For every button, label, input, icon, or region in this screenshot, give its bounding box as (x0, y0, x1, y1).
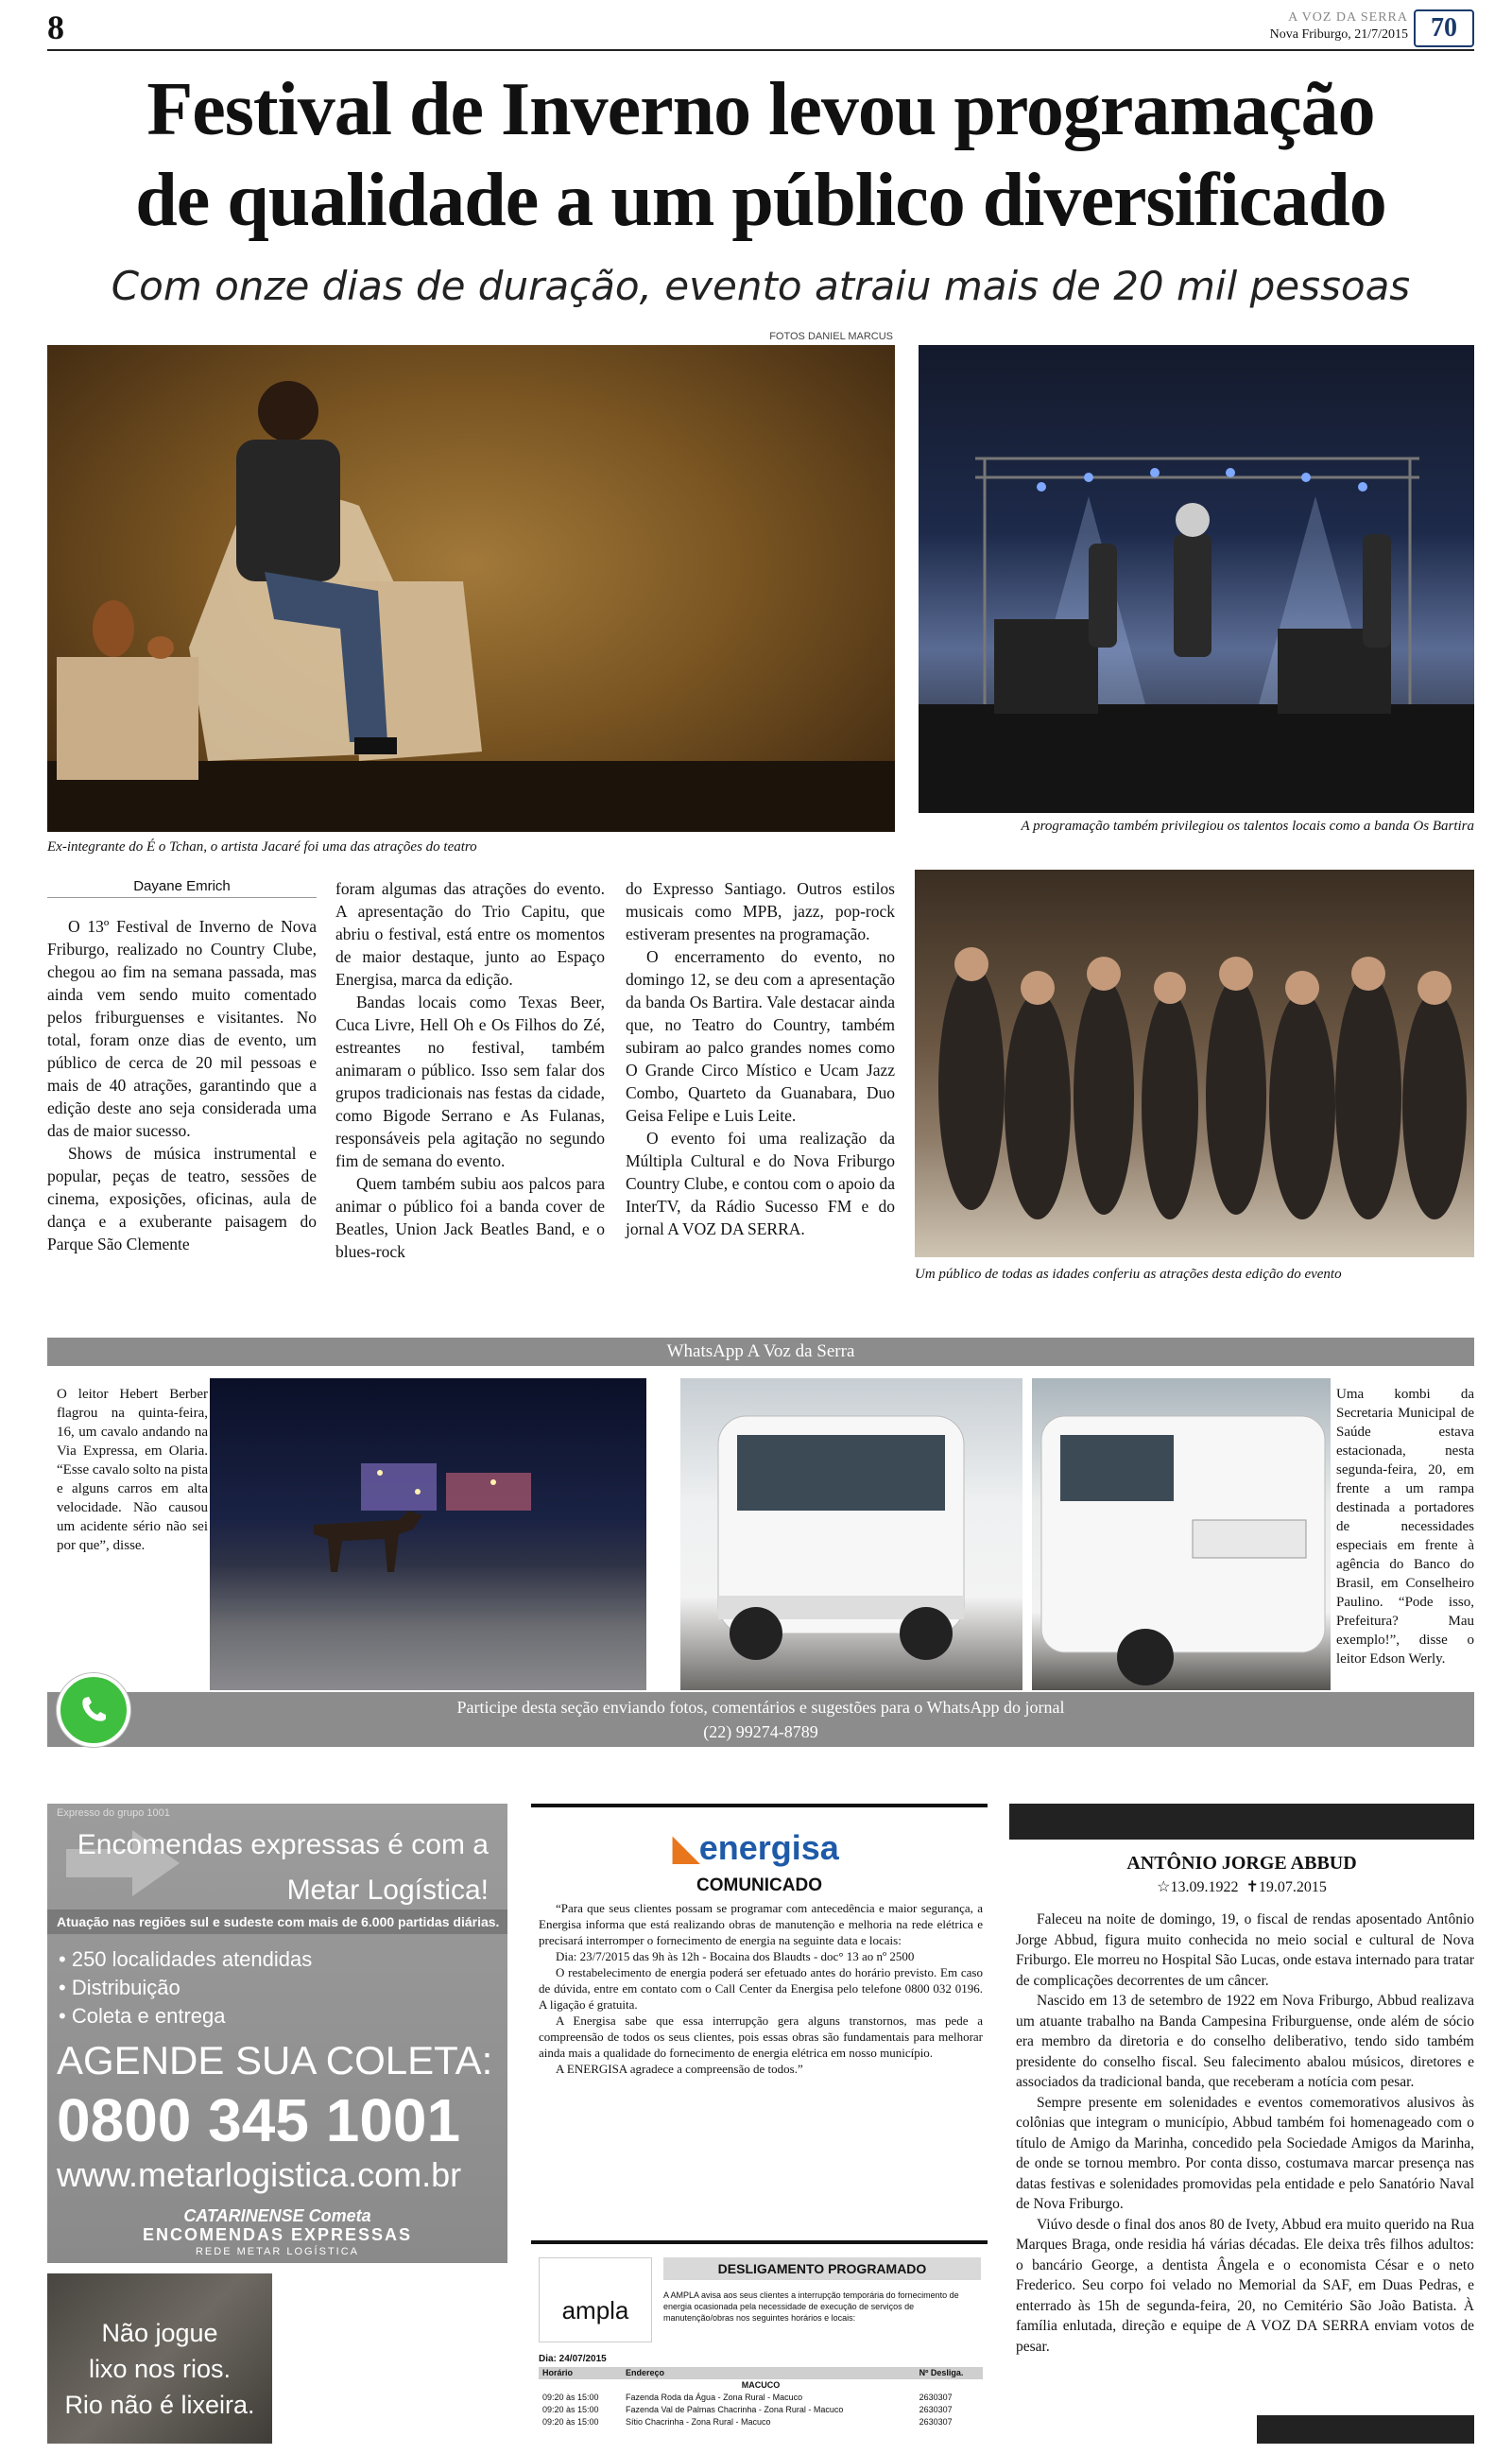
metar-bullets (59, 1945, 312, 2031)
energisa-paragraph: “Para que seus clientes possam se programar com antecedência e maior segurança, a Energisa informa que está realizando obras de manutenção e melhoria na rede elétrica e precisará interromper o fornecimento de energia na seguinte data e locais: (539, 1901, 983, 1947)
article-paragraph: do Expresso Santiago. Outros estilos musicais como MPB, jazz, pop-rock estiveram presentes na programação. (626, 879, 895, 943)
river-ad-line-2: lixo nos rios. (88, 2355, 232, 2383)
ampla-text: A AMPLA avisa aos seus clientes a interrupção temporária do fornecimento de energia ocasionada pela necessidade de execução de serviços de manutenção/obras nos seguintes horários e locais: (663, 2290, 959, 2323)
metar-logistica-ad (47, 1804, 507, 2263)
metar-encomendas: ENCOMENDAS EXPRESSAS (142, 2225, 413, 2244)
metar-title-line-1: Encomendas expressas é com a (77, 1829, 489, 1860)
star-icon: ☆ (1157, 1879, 1171, 1895)
river-ad-line-1: Não jogue (101, 2319, 218, 2347)
metar-small-top: Expresso do grupo 1001 (57, 1807, 170, 1819)
energisa-notice (531, 1804, 988, 2220)
article-paragraph: O encerramento do evento, no domingo 12, se deu com a apresentação da banda Os Bartira. Vale destacar ainda que, no Teatro do Country, também subiram ao palco grandes nomes como O Grande Circo Místico e Ucam Jazz Combo, Quarteto da Guanabara, Duo Geisa Felipe e Luis Leite. (626, 947, 895, 1125)
death-date: 19.07.2015 (1258, 1879, 1327, 1895)
energisa-paragraph: O restabelecimento de energia poderá ser efetuado antes do horário previsto. Em caso de dúvida, entre em contato com o Call Center da Energisa pelo telefone 0800 032 0196. A ligação é gratuita. (539, 1965, 983, 2012)
photo-van-front (680, 1378, 1022, 1690)
article-paragraph: O evento foi uma realização da Múltipla Cultural e do Nova Friburgo Country Clube, e contou com o apoio da InterTV, da Rádio Sucesso FM e do jornal A VOZ DA SERRA. (626, 1129, 895, 1238)
table-row (539, 2416, 983, 2428)
table-cell: 09:20 às 15:00 (542, 2405, 599, 2414)
metar-bullet: • 250 localidades atendidas (59, 1945, 312, 1974)
table-cell: 09:20 às 15:00 (542, 2393, 599, 2402)
whatsapp-section-title: WhatsApp A Voz da Serra (47, 1338, 1474, 1366)
energisa-paragraph: A Energisa sabe que essa interrupção gera alguns transtornos, mas pede a compreensão de todos os seus clientes, pois essas obras são fundamentais para melhorar ainda mais a qualidade do fornecimento de energia elétrica em nosso município. (539, 2013, 983, 2060)
ampla-title: DESLIGAMENTO PROGRAMADO (663, 2257, 981, 2280)
birth-date: 13.09.1922 (1170, 1879, 1239, 1895)
ampla-logo: ampla (539, 2257, 652, 2342)
article-column-3 (626, 877, 895, 1240)
metar-bullet: • Coleta e entrega (59, 2002, 312, 2031)
metar-strip: Atuação nas regiões sul e sudeste com mais de 6.000 partidas diárias. (47, 1910, 507, 1934)
metar-phone: 0800 345 1001 (57, 2086, 461, 2154)
whatsapp-icon (57, 1673, 130, 1747)
photo-actor-on-stage (47, 345, 895, 832)
subheadline: Com onze dias de duração, evento atraiu mais de 20 mil pessoas (111, 263, 1411, 309)
article-column-1 (47, 915, 317, 1255)
headline (47, 64, 1474, 246)
table-cell: Sítio Chacrinha - Zona Rural - Macuco (626, 2417, 771, 2427)
whatsapp-invitation: Participe desta seção enviando fotos, comentários e sugestões para o WhatsApp do jornal (456, 1698, 1065, 1717)
table-cell: 2630307 (919, 2417, 953, 2427)
article-paragraph: Quem também subiu aos palcos para animar o público foi a banda cover de Beatles, Union Jack Beatles Band, e o blues-rock (335, 1174, 605, 1261)
photo-band-on-stage (919, 345, 1474, 813)
energisa-logo: ◣energisa (673, 1828, 839, 1867)
article-paragraph: Bandas locais como Texas Beer, Cuca Livre, Hell Oh e Os Filhos do Zé, estreantes no festival, também animaram o público. Isso sem falar dos grupos tradicionais nas festas da cidade, como Bigode Serrano e As Fulanas, responsáveis pela agitação no segundo fim de semana do evento. (335, 993, 605, 1170)
obituary-dates (1009, 1877, 1474, 1896)
table-cell: 2630307 (919, 2405, 953, 2414)
whatsapp-story-van: Uma kombi da Secretaria Municipal de Saúde estava estacionada, nesta segunda-feira, 20, em frente a um rampa destinada a portadores de necessidades especiais em frente à agência do Banco do Brasil, em Conselheiro Paulino. “Pode isso, Prefeitura? Mau exemplo!”, disse o leitor Edson Werly. (1336, 1387, 1474, 1667)
table-row (539, 2392, 983, 2404)
table-row (539, 2404, 983, 2416)
caption-crowd: Um público de todas as idades conferiu as atrações desta edição do evento (915, 1267, 1342, 1282)
photo-credit: FOTOS DANIEL MARCUS (769, 331, 893, 342)
obituary-name: ANTÔNIO JORGE ABBUD (1126, 1853, 1357, 1874)
headline-line-2: de qualidade a um público diversificado (135, 159, 1386, 242)
city-cell: MACUCO (741, 2380, 781, 2390)
anniversary-logo: 70 (1414, 9, 1474, 47)
comunicado-title: COMUNICADO (696, 1875, 822, 1895)
photo-horse-on-road (210, 1378, 646, 1690)
ampla-date: Dia: 24/07/2015 (539, 2354, 607, 2364)
energisa-paragraph: A ENERGISA agradece a compreensão de todos.” (556, 2062, 803, 2076)
obituary-paragraph: Faleceu na noite de domingo, 19, o fiscal de rendas aposentado Antônio Jorge Abbud, figura muito conhecida no meio social e cultural de Nova Friburgo. Ele morreu no Hospital São Lucas, onde estava internado para tratar de complicações decorrentes de um câncer. (1016, 1911, 1474, 1989)
metar-title (77, 1823, 489, 1913)
obituary-text (1016, 1910, 1474, 2357)
ampla-schedule-table (539, 2367, 983, 2428)
metar-bullet: • Distribuição (59, 1974, 312, 2002)
cometa-logo: CATARINENSE Cometa (183, 2206, 371, 2225)
article-paragraph: foram algumas das atrações do evento. A apresentação do Trio Capitu, que abriu o festival, está entre os momentos de maior destaque, junto ao Espaço Energisa, marca da edição. (335, 879, 605, 989)
table-cell: 2630307 (919, 2393, 953, 2402)
caption-actor: Ex-integrante do É o Tchan, o artista Jacaré foi uma das atrações do teatro (47, 839, 477, 855)
obituary-paragraph: Viúvo desde o final dos anos 80 de Ivety, Abbud era muito querido na Rua Marques Braga, onde residia há várias décadas. Ele deixa três filhos adultos: o bancário George, a dentista Ângela e o economista César e o neto Frederico. Seu corpo foi velado no Memorial da SAF, em Duas Pedras, e enterrado às 15h de segunda-feira, 20, no Cemitério São João Batista. À família enlutada, direção e equipe de A VOZ DA SERRA enviam votos de pesar. (1016, 2216, 1474, 2355)
headline-line-1: Festival de Inverno levou programação (146, 68, 1375, 151)
column-header: Endereço (622, 2367, 916, 2379)
whatsapp-phone: (22) 99274-8789 (703, 1722, 818, 1741)
river-ad-line-3: Rio não é lixeira. (64, 2391, 255, 2419)
whatsapp-footer (47, 1692, 1474, 1747)
column-header: Nº Desliga. (916, 2367, 983, 2379)
whatsapp-story-horse: O leitor Hebert Berber flagrou na quinta-feira, 16, um cavalo andando na Via Expressa, em Olaria. “Esse cavalo solto na pista e alguns carros em alta velocidade. Não causou um acidente sério não sei por que”, disse. (57, 1387, 208, 1553)
energisa-logo-text: energisa (698, 1828, 839, 1867)
header-rule (47, 49, 1474, 51)
column-header: Horário (539, 2367, 622, 2379)
metar-rede: REDE METAR LOGÍSTICA (195, 2246, 360, 2257)
article-column-2 (335, 877, 605, 1263)
caption-band: A programação também privilegiou os talentos locais como a banda Os Bartira (1021, 819, 1474, 834)
photo-van-side (1032, 1378, 1331, 1690)
article-paragraph: O 13º Festival de Inverno de Nova Friburgo, realizado no Country Clube, chegou ao fim na semana passada, mas ainda vem sendo muito comentado pelos friburguenses e visitantes. No total, foram onze dias de evento, um público de cerca de 20 mil pessoas e mais de 40 atrações, garantindo que a edição deste ano seja considerada uma das de maior sucesso. (47, 917, 317, 1140)
cross-icon: ✝ (1246, 1879, 1259, 1895)
ampla-notice (531, 2240, 988, 2444)
metar-url: www.metarlogistica.com.br (57, 2155, 462, 2194)
obituary-header-bar (1009, 1804, 1474, 1840)
metar-agende: AGENDE SUA COLETA: (57, 2038, 493, 2082)
river-campaign-ad (47, 2273, 272, 2444)
masthead (1134, 9, 1408, 43)
table-cell: Fazenda Val de Palmas Chacrinha - Zona Rural - Macuco (626, 2405, 844, 2414)
metar-title-line-2: Metar Logística! (286, 1875, 489, 1906)
article-paragraph: Shows de música instrumental e popular, peças de teatro, sessões de cinema, exposições, oficinas, aula de dança e a exuberante paisagem do Parque São Clemente (47, 1144, 317, 1253)
obituary-footer-bar (1257, 2415, 1474, 2444)
table-cell: Fazenda Roda da Água - Zona Rural - Macuco (626, 2393, 803, 2402)
date-line: Nova Friburgo, 21/7/2015 (1269, 27, 1408, 42)
byline: Dayane Emrich (47, 878, 317, 898)
obituary-paragraph: Nascido em 13 de setembro de 1922 em Nova Friburgo, Abbud realizava um atuante trabalho na Banda Campesina Friburguense, onde além de sócio era membro da diretoria e do conselho deliberativo, tendo sido também presidente do conselho fiscal. Seu falecimento abalou músicos, diretores e associados da tradicional banda, que receberam a notícia com pesar. (1016, 1993, 1474, 2090)
energisa-paragraph: Dia: 23/7/2015 das 9h às 12h - Bocaina dos Blaudts - doc° 13 ao nº 2500 (556, 1949, 915, 1963)
table-cell: 09:20 às 15:00 (542, 2417, 599, 2427)
publication-name: A VOZ DA SERRA (1288, 10, 1408, 25)
energisa-text (539, 1900, 983, 2077)
table-row (539, 2379, 983, 2392)
page-number: 8 (47, 9, 64, 46)
obituary-paragraph: Sempre presente em solenidades e eventos comemorativos alusivos às colônias que integram o município, Abbud também foi homenageado com o título de Amigo da Marinha, concedido pela Sociedade Amigos da Marinha, de onde se tornou membro. Por conta disso, costumava marcar presença nas datas festivas e solenidades promovidas pela entidade e pelo Sanatório Naval de Nova Friburgo. (1016, 2094, 1474, 2212)
photo-crowd (915, 870, 1474, 1257)
table-header-row (539, 2367, 983, 2379)
